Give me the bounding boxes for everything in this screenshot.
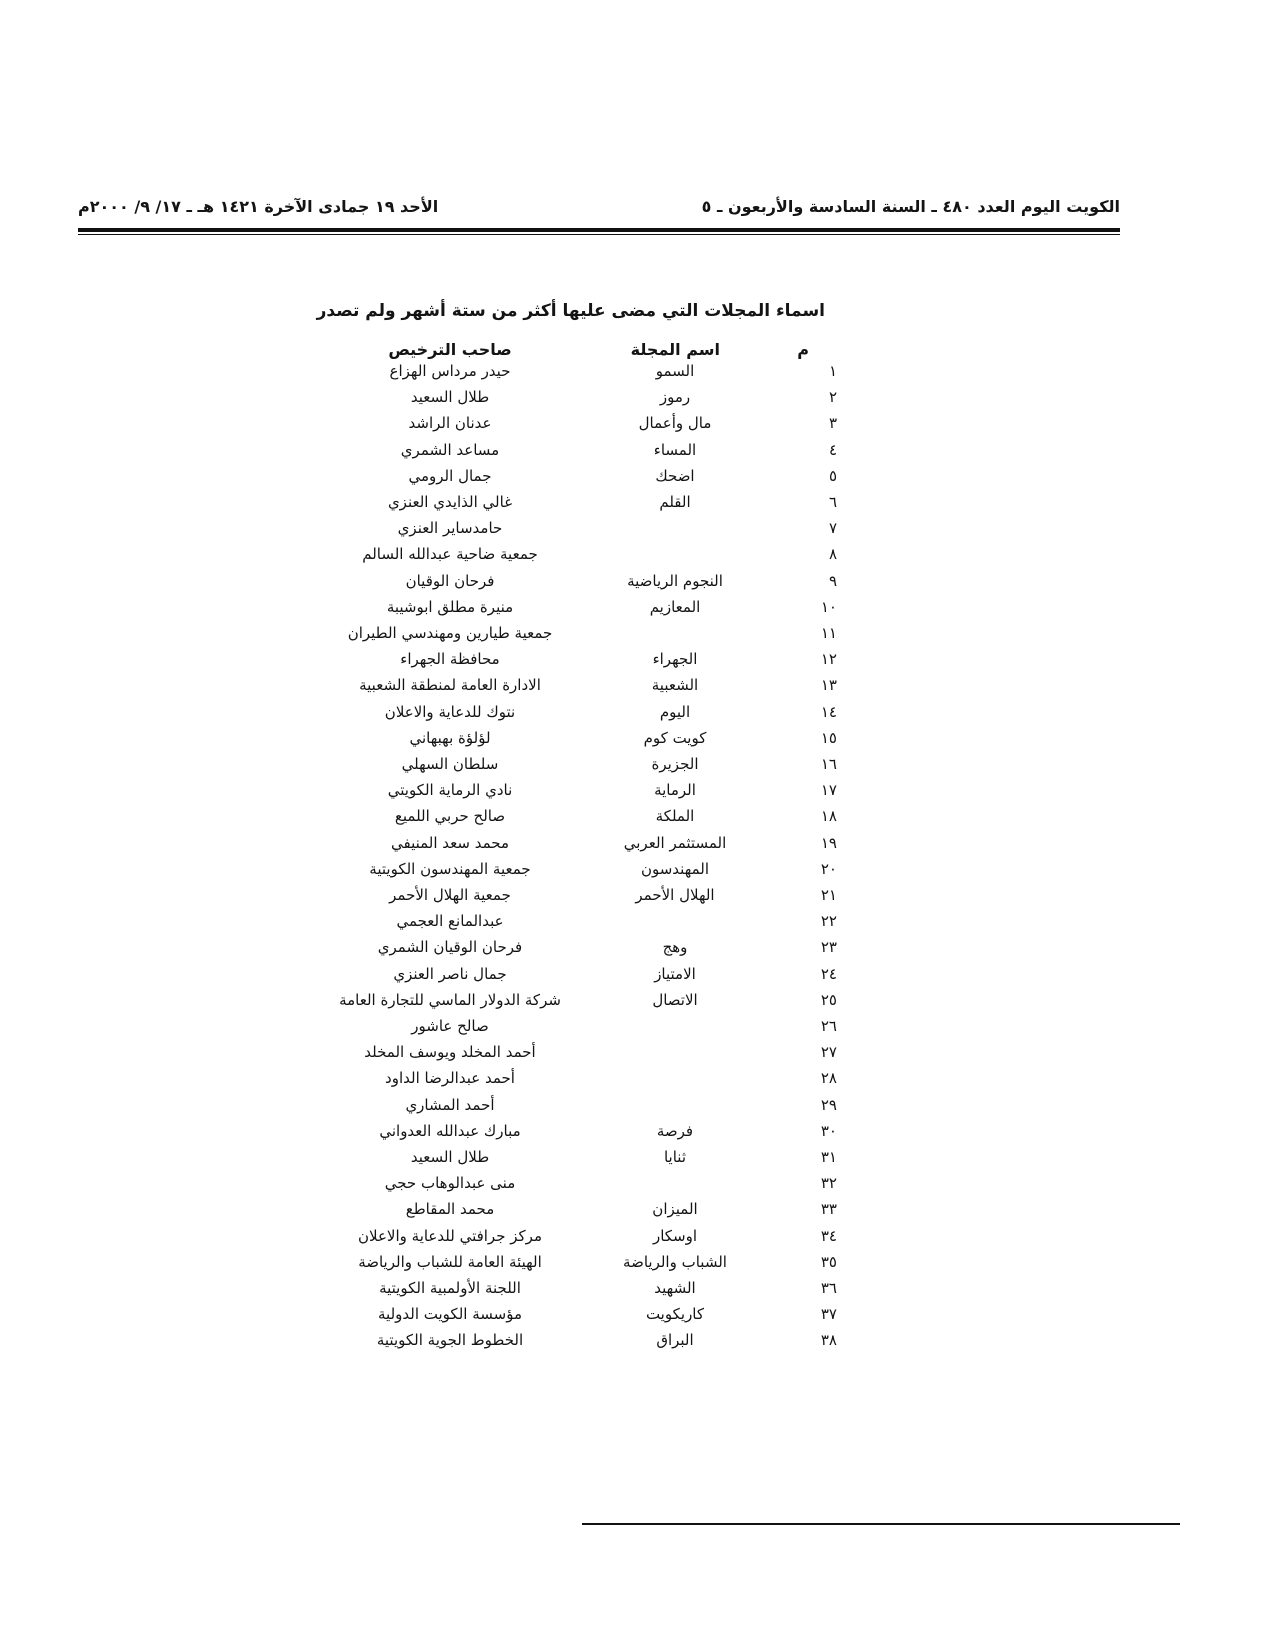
row-number: ٢٦ bbox=[820, 1017, 837, 1035]
row-number: ٤ bbox=[828, 440, 837, 459]
header-rule-thin bbox=[78, 234, 1120, 235]
table-row bbox=[0, 650, 1275, 676]
table-row bbox=[0, 938, 1275, 964]
row-number: ٣٥ bbox=[820, 1252, 837, 1271]
row-number: ٨ bbox=[828, 545, 837, 564]
license-owner: طلال السعيد bbox=[410, 388, 490, 407]
row-number: ٣٨ bbox=[820, 1331, 837, 1350]
license-owner: اللجنة الأولمبية الكويتية bbox=[379, 1279, 521, 1297]
license-owner: حامدساير العنزي bbox=[397, 519, 503, 538]
table-row bbox=[0, 886, 1275, 912]
table-row bbox=[0, 755, 1275, 781]
license-owner: أحمد المخلد ويوسف المخلد bbox=[364, 1043, 536, 1062]
row-number: ٢٩ bbox=[820, 1095, 837, 1114]
magazine-name: المساء bbox=[653, 440, 697, 459]
table-row bbox=[0, 781, 1275, 807]
table-row bbox=[0, 1017, 1275, 1043]
magazine-name: السمو bbox=[655, 362, 695, 380]
license-owner: مساعد الشمري bbox=[400, 440, 500, 459]
magazine-name: المعازيم bbox=[649, 597, 701, 616]
magazine-name: الامتياز bbox=[654, 964, 696, 983]
license-owner: مبارك عبدالله العدواني bbox=[379, 1121, 521, 1140]
magazine-name: الاتصال bbox=[652, 990, 698, 1009]
magazine-name: الشهيد bbox=[654, 1279, 696, 1297]
license-owner: عدنان الراشد bbox=[408, 414, 492, 433]
license-owner: صالح حربي اللميع bbox=[394, 807, 506, 826]
row-number: ٧ bbox=[828, 519, 837, 538]
row-number: ٣ bbox=[828, 414, 837, 433]
license-owner: جمال الرومي bbox=[408, 466, 492, 485]
table-row bbox=[0, 807, 1275, 833]
row-number: ٢٣ bbox=[820, 938, 837, 957]
row-number: ١ bbox=[828, 362, 837, 380]
license-owner: فرحان الوقيان الشمري bbox=[377, 938, 523, 957]
license-owner: جمعية طيارين ومهندسي الطيران bbox=[347, 624, 553, 642]
table-row bbox=[0, 388, 1275, 414]
row-number: ٣٢ bbox=[820, 1174, 837, 1193]
magazine-name: الملكة bbox=[655, 807, 695, 826]
column-header-number: م bbox=[797, 340, 809, 359]
table-row bbox=[0, 545, 1275, 571]
license-owner: غالي الذايدي العنزي bbox=[387, 493, 513, 511]
table-row bbox=[0, 1096, 1275, 1122]
license-owner: محمد سعد المنيفي bbox=[390, 833, 510, 852]
row-number: ١٠ bbox=[820, 597, 837, 616]
magazine-name: كويت كوم bbox=[643, 728, 707, 747]
license-owner: صالح عاشور bbox=[411, 1017, 489, 1035]
license-owner: منيرة مطلق ابوشيبة bbox=[386, 597, 514, 616]
license-owner: مركز جرافتي للدعاية والاعلان bbox=[358, 1226, 542, 1245]
table-row bbox=[0, 834, 1275, 860]
table-row bbox=[0, 1227, 1275, 1253]
license-owner: مؤسسة الكويت الدولية bbox=[378, 1305, 522, 1324]
magazine-name: اوسكار bbox=[652, 1226, 698, 1245]
table-row bbox=[0, 1069, 1275, 1095]
row-number: ١٧ bbox=[820, 781, 837, 800]
row-number: ٢٥ bbox=[820, 990, 837, 1009]
row-number: ٢٤ bbox=[820, 964, 837, 983]
row-number: ٣٤ bbox=[820, 1226, 837, 1245]
magazine-name: المستثمر العربي bbox=[623, 833, 727, 852]
row-number: ٢٠ bbox=[820, 859, 837, 878]
license-owner: الهيئة العامة للشباب والرياضة bbox=[358, 1252, 542, 1271]
license-owner: فرحان الوقيان bbox=[405, 571, 495, 590]
footer-rule bbox=[582, 1523, 1180, 1525]
table-row bbox=[0, 441, 1275, 467]
column-header-magazine: اسم المجلة bbox=[630, 340, 720, 359]
table-row bbox=[0, 991, 1275, 1017]
table-row bbox=[0, 572, 1275, 598]
magazine-name: القلم bbox=[659, 493, 691, 511]
row-number: ٣٧ bbox=[820, 1305, 837, 1324]
column-header-owner: صاحب الترخيص bbox=[388, 340, 512, 359]
magazine-name: الشعبية bbox=[651, 676, 699, 695]
magazine-name: مال وأعمال bbox=[638, 414, 712, 433]
header-date: الأحد ١٩ جمادى الآخرة ١٤٢١ هـ ـ ١٧/ ٩/ ٢٠٠٠م bbox=[78, 197, 439, 216]
license-owner: أحمد المشاري bbox=[405, 1095, 495, 1114]
license-owner: جمعية الهلال الأحمر bbox=[389, 886, 511, 904]
table-row bbox=[0, 1200, 1275, 1226]
license-owner: نادي الرماية الكويتي bbox=[387, 781, 513, 800]
table-row bbox=[0, 703, 1275, 729]
table-row bbox=[0, 1331, 1275, 1357]
row-number: ١٤ bbox=[820, 702, 837, 721]
magazine-name: ثنايا bbox=[663, 1148, 687, 1166]
license-owner: الادارة العامة لمنطقة الشعبية bbox=[359, 676, 541, 695]
table-row bbox=[0, 912, 1275, 938]
table-row bbox=[0, 1279, 1275, 1305]
license-owner: جمعية ضاحية عبدالله السالم bbox=[362, 545, 538, 564]
list-title: اسماء المجلات التي مضى عليها أكثر من ستة أشهر ولم تصدر bbox=[316, 301, 825, 321]
row-number: ٣١ bbox=[820, 1148, 837, 1166]
license-owner: محمد المقاطع bbox=[405, 1200, 495, 1219]
license-owner: طلال السعيد bbox=[410, 1148, 490, 1166]
table-row bbox=[0, 965, 1275, 991]
row-number: ٥ bbox=[828, 466, 837, 485]
table-row bbox=[0, 519, 1275, 545]
table-row bbox=[0, 1174, 1275, 1200]
magazine-name: البراق bbox=[656, 1331, 694, 1350]
table-row bbox=[0, 467, 1275, 493]
magazine-name: الجهراء bbox=[652, 650, 698, 669]
magazine-name: المهندسون bbox=[640, 859, 710, 878]
license-owner: لؤلؤة بهبهاني bbox=[409, 728, 491, 747]
table-row bbox=[0, 414, 1275, 440]
license-owner: منى عبدالوهاب حجي bbox=[384, 1174, 516, 1193]
table-row bbox=[0, 624, 1275, 650]
magazine-name: الهلال الأحمر bbox=[635, 886, 715, 904]
table-row bbox=[0, 1253, 1275, 1279]
magazine-name: اليوم bbox=[659, 702, 691, 721]
magazine-name: الشباب والرياضة bbox=[623, 1252, 727, 1271]
row-number: ١٨ bbox=[820, 807, 837, 826]
license-owner: حيدر مرداس الهزاع bbox=[389, 362, 511, 380]
table-row bbox=[0, 362, 1275, 388]
license-owner: محافظة الجهراء bbox=[400, 650, 500, 669]
row-number: ٣٣ bbox=[820, 1200, 837, 1219]
table-row bbox=[0, 493, 1275, 519]
row-number: ١٢ bbox=[820, 650, 837, 669]
row-number: ٦ bbox=[828, 493, 837, 511]
row-number: ١٣ bbox=[820, 676, 837, 695]
row-number: ٩ bbox=[828, 571, 837, 590]
table-row bbox=[0, 1122, 1275, 1148]
row-number: ٢١ bbox=[820, 886, 837, 904]
row-number: ١١ bbox=[820, 624, 837, 642]
magazine-name: كاريكويت bbox=[645, 1305, 705, 1324]
license-owner: عبدالمانع العجمي bbox=[396, 912, 504, 931]
license-owner: سلطان السهلي bbox=[401, 755, 499, 773]
magazine-name: الرماية bbox=[654, 781, 696, 800]
row-number: ٢ bbox=[828, 388, 837, 407]
magazine-name: اضحك bbox=[655, 466, 695, 485]
row-number: ٣٠ bbox=[820, 1121, 837, 1140]
license-owner: شركة الدولار الماسي للتجارة العامة bbox=[339, 990, 561, 1009]
header-rule bbox=[78, 228, 1120, 232]
license-owner: الخطوط الجوية الكويتية bbox=[376, 1331, 524, 1350]
row-number: ١٥ bbox=[820, 728, 837, 747]
header-issue-info: الكويت اليوم العدد ٤٨٠ ـ السنة السادسة والأربعون ـ ٥ bbox=[701, 197, 1120, 216]
table-row bbox=[0, 729, 1275, 755]
table-row bbox=[0, 1043, 1275, 1069]
table-row bbox=[0, 1148, 1275, 1174]
row-number: ١٩ bbox=[820, 833, 837, 852]
license-owner: نتوك للدعاية والاعلان bbox=[384, 702, 516, 721]
page-header bbox=[78, 197, 1120, 223]
magazine-name: فرصة bbox=[656, 1121, 694, 1140]
row-number: ٣٦ bbox=[820, 1279, 837, 1297]
magazine-name: الجزيرة bbox=[651, 755, 699, 773]
license-owner: جمعية المهندسون الكويتية bbox=[369, 859, 531, 878]
table-row bbox=[0, 676, 1275, 702]
table-row bbox=[0, 1305, 1275, 1331]
magazine-name: النجوم الرياضية bbox=[627, 571, 723, 590]
license-owner: أحمد عبدالرضا الداود bbox=[385, 1069, 515, 1088]
magazine-name: الميزان bbox=[652, 1200, 698, 1219]
row-number: ٢٨ bbox=[820, 1069, 837, 1088]
magazine-name: وهج bbox=[662, 938, 688, 957]
table-row bbox=[0, 598, 1275, 624]
row-number: ١٦ bbox=[820, 755, 837, 773]
row-number: ٢٢ bbox=[820, 912, 837, 931]
row-number: ٢٧ bbox=[820, 1043, 837, 1062]
table-row bbox=[0, 860, 1275, 886]
magazine-name: رموز bbox=[659, 388, 691, 407]
license-owner: جمال ناصر العنزي bbox=[393, 964, 507, 983]
